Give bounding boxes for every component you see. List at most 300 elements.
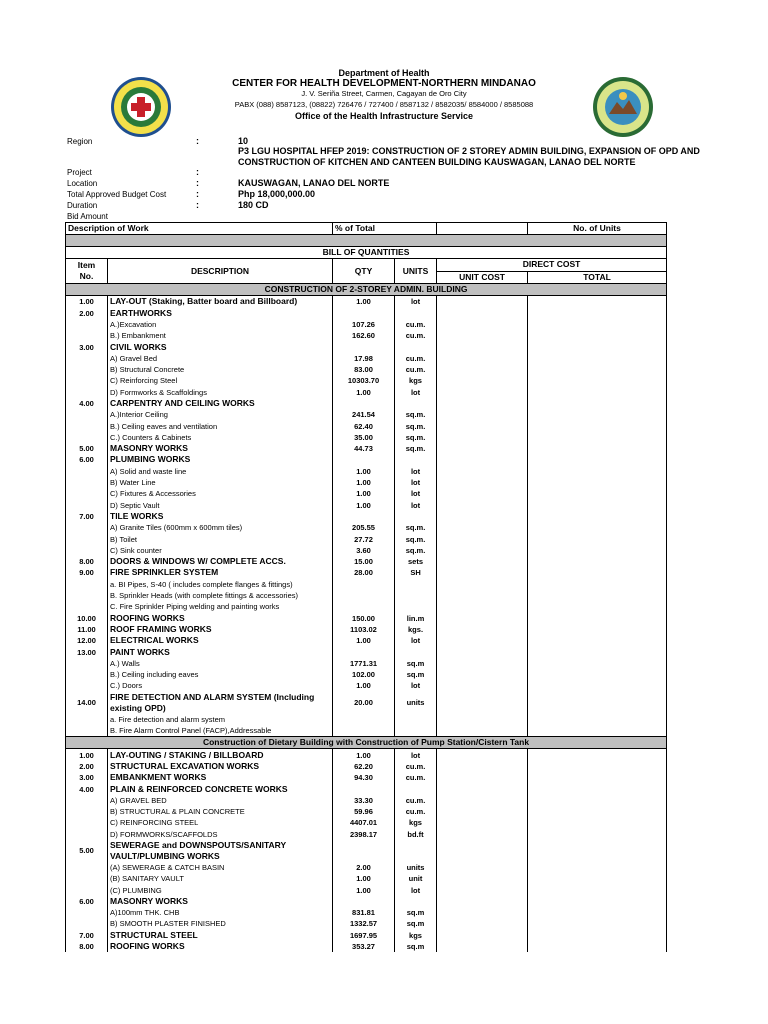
- quantity-cell: 102.00: [333, 669, 395, 680]
- unit-cost-cell: [437, 761, 528, 772]
- location-label: Location: [67, 179, 98, 188]
- section-dietary-building-title: Construction of Dietary Building with Construction of Pump Station/Cistern Tank: [66, 737, 667, 749]
- unit-cost-cell: [437, 840, 528, 862]
- total-cell: [528, 613, 667, 624]
- description-cell: EMBANKMENT WORKS: [108, 772, 333, 783]
- description-cell: A) Solid and waste line: [108, 466, 333, 477]
- unit-cell: lot: [395, 680, 437, 691]
- unit-cell: lot: [395, 387, 437, 398]
- item-number-cell: 10.00: [66, 613, 108, 624]
- unit-cell: [395, 601, 437, 612]
- unit-cell: kgs: [395, 817, 437, 828]
- table-row: [66, 432, 667, 443]
- description-cell: MASONRY WORKS: [108, 896, 333, 907]
- unit-cost-cell: [437, 296, 528, 308]
- unit-cell: units: [395, 862, 437, 873]
- description-cell: A) Granite Tiles (600mm x 600mm tiles): [108, 522, 333, 533]
- unit-cost-cell: [437, 341, 528, 352]
- unit-cost-cell: [437, 646, 528, 657]
- unit-cell: sq.m.: [395, 432, 437, 443]
- unit-cell: [395, 714, 437, 725]
- unit-cell: cu.m.: [395, 761, 437, 772]
- unit-cost-cell: [437, 714, 528, 725]
- table-row: [66, 522, 667, 533]
- unit-cost-cell: [437, 817, 528, 828]
- item-number-cell: [66, 375, 108, 386]
- center-title: CENTER FOR HEALTH DEVELOPMENT-NORTHERN MINDANAO: [232, 78, 536, 89]
- item-number-cell: [66, 884, 108, 895]
- unit-cell: kgs.: [395, 624, 437, 635]
- table-row: [66, 646, 667, 657]
- item-number-cell: [66, 500, 108, 511]
- description-cell: B.) Ceiling including eaves: [108, 669, 333, 680]
- item-number-cell: [66, 466, 108, 477]
- item-number-cell: 9.00: [66, 567, 108, 578]
- table-row: [66, 749, 667, 761]
- quantity-cell: 241.54: [333, 409, 395, 420]
- item-number-cell: 6.00: [66, 896, 108, 907]
- unit-cell: sq.m.: [395, 533, 437, 544]
- item-number-cell: [66, 658, 108, 669]
- table-row: [66, 714, 667, 725]
- unit-cell: kgs: [395, 930, 437, 941]
- table-row: [66, 488, 667, 499]
- quantity-cell: 28.00: [333, 567, 395, 578]
- unit-cost-cell: [437, 443, 528, 454]
- table-row: [66, 601, 667, 612]
- description-cell: D) Septic Vault: [108, 500, 333, 511]
- col-no-header: No.: [66, 271, 108, 283]
- item-number-cell: 13.00: [66, 646, 108, 657]
- unit-cell: [395, 398, 437, 409]
- total-cell: [528, 749, 667, 761]
- unit-cell: lot: [395, 884, 437, 895]
- description-cell: A) GRAVEL BED: [108, 795, 333, 806]
- quantity-cell: 205.55: [333, 522, 395, 533]
- bid-amount-label: Bid Amount: [67, 212, 108, 221]
- unit-cell: [395, 783, 437, 794]
- quantity-cell: [333, 341, 395, 352]
- col-unit-cost-header: UNIT COST: [437, 271, 528, 283]
- table-row: [66, 454, 667, 465]
- total-cell: [528, 624, 667, 635]
- total-cell: [528, 680, 667, 691]
- description-cell: A) Gravel Bed: [108, 353, 333, 364]
- col-direct-cost-header: DIRECT COST: [437, 259, 667, 271]
- item-number-cell: 14.00: [66, 692, 108, 714]
- unit-cell: [395, 579, 437, 590]
- description-cell: LAY-OUT (Staking, Batter board and Billboard): [108, 296, 333, 308]
- unit-cell: cu.m.: [395, 319, 437, 330]
- unit-cost-cell: [437, 806, 528, 817]
- address-text: J. V. Seriña Street, Carmen, Cagayan de Oro City: [301, 89, 467, 98]
- description-cell: C) Sink counter: [108, 545, 333, 556]
- description-line-2: VAULT/PLUMBING WORKS: [110, 850, 220, 861]
- description-line-2: existing OPD): [110, 702, 166, 713]
- description-cell: A.)Interior Ceiling: [108, 409, 333, 420]
- quantity-cell: 1.00: [333, 680, 395, 691]
- unit-cell: [395, 725, 437, 737]
- total-cell: [528, 330, 667, 341]
- table-row: [66, 795, 667, 806]
- item-number-cell: 4.00: [66, 398, 108, 409]
- project-label: Project: [67, 168, 92, 177]
- total-cell: [528, 353, 667, 364]
- description-cell: B) Toilet: [108, 533, 333, 544]
- total-cell: [528, 477, 667, 488]
- total-cell: [528, 420, 667, 431]
- unit-cell: sets: [395, 556, 437, 567]
- description-cell: CARPENTRY AND CEILING WORKS: [108, 398, 333, 409]
- table-row: [66, 500, 667, 511]
- table-row: [66, 829, 667, 840]
- item-number-cell: 2.00: [66, 307, 108, 318]
- item-number-cell: [66, 545, 108, 556]
- duration-value: 180 CD: [238, 200, 269, 210]
- table-row: [66, 466, 667, 477]
- unit-cost-cell: [437, 567, 528, 578]
- unit-cost-cell: [437, 680, 528, 691]
- description-cell: C.) Counters & Cabinets: [108, 432, 333, 443]
- total-cell: [528, 601, 667, 612]
- total-cell: [528, 466, 667, 477]
- item-number-cell: [66, 725, 108, 737]
- col-qty-header: QTY: [333, 259, 395, 284]
- total-cell: [528, 341, 667, 352]
- item-number-cell: [66, 806, 108, 817]
- item-number-cell: [66, 477, 108, 488]
- total-cell: [528, 635, 667, 646]
- unit-cost-cell: [437, 454, 528, 465]
- no-of-units-header: No. of Units: [528, 223, 667, 235]
- description-cell: B) SMOOTH PLASTER FINISHED: [108, 918, 333, 929]
- description-cell: ROOF FRAMING WORKS: [108, 624, 333, 635]
- quantity-cell: 15.00: [333, 556, 395, 567]
- colon: :: [196, 189, 199, 199]
- unit-cost-cell: [437, 669, 528, 680]
- unit-cost-cell: [437, 375, 528, 386]
- unit-cell: sq.m: [395, 669, 437, 680]
- total-cell: [528, 364, 667, 375]
- description-cell: PLAIN & REINFORCED CONCRETE WORKS: [108, 783, 333, 794]
- item-number-cell: [66, 817, 108, 828]
- unit-cost-cell: [437, 601, 528, 612]
- description-cell: LAY-OUTING / STAKING / BILLBOARD: [108, 749, 333, 761]
- description-cell: TILE WORKS: [108, 511, 333, 522]
- col-item-header: Item: [66, 259, 108, 271]
- bill-of-quantities-table: [65, 222, 667, 952]
- total-cell: [528, 840, 667, 862]
- quantity-cell: [333, 307, 395, 318]
- description-line-1: FIRE DETECTION AND ALARM SYSTEM (Including: [110, 691, 315, 702]
- unit-cost-cell: [437, 579, 528, 590]
- unit-cell: units: [395, 692, 437, 714]
- description-cell: B.) Ceiling eaves and ventilation: [108, 420, 333, 431]
- item-number-cell: 3.00: [66, 772, 108, 783]
- description-cell: PAINT WORKS: [108, 646, 333, 657]
- department-title: Department of Health: [338, 68, 430, 78]
- description-cell: MASONRY WORKS: [108, 443, 333, 454]
- total-cell: [528, 817, 667, 828]
- unit-cell: cu.m.: [395, 806, 437, 817]
- table-row: [66, 353, 667, 364]
- quantity-cell: 1697.95: [333, 930, 395, 941]
- description-cell: C) Fixtures & Accessories: [108, 488, 333, 499]
- colon: :: [196, 167, 199, 177]
- description-cell: [108, 840, 333, 862]
- quantity-cell: 1.00: [333, 387, 395, 398]
- colon: :: [196, 178, 199, 188]
- unit-cell: [395, 896, 437, 907]
- unit-cell: sq.m.: [395, 522, 437, 533]
- item-number-cell: [66, 353, 108, 364]
- office-title: Office of the Health Infrastructure Service: [294, 111, 474, 121]
- quantity-cell: 62.40: [333, 420, 395, 431]
- unit-cost-cell: [437, 907, 528, 918]
- quantity-cell: [333, 840, 395, 862]
- quantity-cell: 94.30: [333, 772, 395, 783]
- table-row: [66, 918, 667, 929]
- total-cell: [528, 862, 667, 873]
- total-cell: [528, 873, 667, 884]
- quantity-cell: [333, 646, 395, 657]
- section-admin-building: [66, 283, 667, 295]
- quantity-cell: 1.00: [333, 635, 395, 646]
- quantity-cell: 1.00: [333, 466, 395, 477]
- table-row: [66, 330, 667, 341]
- unit-cost-cell: [437, 873, 528, 884]
- unit-cell: bd.ft: [395, 829, 437, 840]
- description-cell: A.) Walls: [108, 658, 333, 669]
- region-label: Region: [67, 137, 93, 146]
- table-row: [66, 545, 667, 556]
- location-value: KAUSWAGAN, LANAO DEL NORTE: [238, 178, 390, 188]
- item-number-cell: [66, 862, 108, 873]
- unit-cost-cell: [437, 387, 528, 398]
- table-row: [66, 409, 667, 420]
- total-cell: [528, 930, 667, 941]
- total-cell: [528, 692, 667, 714]
- unit-cost-cell: [437, 500, 528, 511]
- total-cell: [528, 918, 667, 929]
- item-number-cell: 5.00: [66, 443, 108, 454]
- unit-cost-cell: [437, 319, 528, 330]
- total-cell: [528, 454, 667, 465]
- unit-cell: [395, 840, 437, 862]
- unit-cell: lin.m: [395, 613, 437, 624]
- total-cell: [528, 783, 667, 794]
- table-row: [66, 319, 667, 330]
- budget-label: Total Approved Budget Cost: [67, 190, 167, 199]
- table-row: [66, 341, 667, 352]
- quantity-cell: 1103.02: [333, 624, 395, 635]
- unit-cost-cell: [437, 420, 528, 431]
- table-row: [66, 840, 667, 862]
- table-row: [66, 896, 667, 907]
- item-number-cell: 4.00: [66, 783, 108, 794]
- unit-cost-cell: [437, 488, 528, 499]
- quantity-cell: 4407.01: [333, 817, 395, 828]
- quantity-cell: 1.00: [333, 749, 395, 761]
- total-cell: [528, 296, 667, 308]
- quantity-cell: 1.00: [333, 488, 395, 499]
- item-number-cell: 1.00: [66, 296, 108, 308]
- item-number-cell: [66, 387, 108, 398]
- unit-cell: kgs: [395, 375, 437, 386]
- unit-cell: [395, 646, 437, 657]
- unit-cost-cell: [437, 725, 528, 737]
- item-number-cell: [66, 829, 108, 840]
- item-number-cell: 7.00: [66, 930, 108, 941]
- quantity-cell: 1.00: [333, 477, 395, 488]
- total-cell: [528, 669, 667, 680]
- description-cell: ROOFING WORKS: [108, 613, 333, 624]
- item-number-cell: 8.00: [66, 556, 108, 567]
- unit-cost-cell: [437, 783, 528, 794]
- item-number-cell: [66, 409, 108, 420]
- unit-cost-cell: [437, 364, 528, 375]
- total-cell: [528, 533, 667, 544]
- unit-cell: cu.m.: [395, 330, 437, 341]
- unit-cost-cell: [437, 556, 528, 567]
- item-number-cell: [66, 590, 108, 601]
- description-line-1: SEWERAGE and DOWNSPOUTS/SANITARY: [110, 839, 287, 850]
- table-row: [66, 862, 667, 873]
- total-cell: [528, 398, 667, 409]
- item-number-cell: 12.00: [66, 635, 108, 646]
- quantity-cell: 20.00: [333, 692, 395, 714]
- unit-cell: unit: [395, 873, 437, 884]
- col-units-header: UNITS: [395, 259, 437, 284]
- unit-cell: sq.m: [395, 918, 437, 929]
- quantity-cell: 1.00: [333, 884, 395, 895]
- unit-cell: cu.m.: [395, 364, 437, 375]
- description-cell: D) FORMWORKS/SCAFFOLDS: [108, 829, 333, 840]
- description-cell: A.)Excavation: [108, 319, 333, 330]
- unit-cell: cu.m.: [395, 772, 437, 783]
- quantity-cell: 831.81: [333, 907, 395, 918]
- description-cell: D) Formworks & Scaffoldings: [108, 387, 333, 398]
- unit-cost-cell: [437, 533, 528, 544]
- region-value: 10: [238, 136, 249, 146]
- unit-cost-cell: [437, 466, 528, 477]
- unit-cell: cu.m.: [395, 353, 437, 364]
- unit-cost-cell: [437, 884, 528, 895]
- quantity-cell: [333, 725, 395, 737]
- table-row: [66, 477, 667, 488]
- item-number-cell: [66, 420, 108, 431]
- unit-cost-cell: [437, 829, 528, 840]
- table-row: [66, 624, 667, 635]
- unit-cell: sq.m.: [395, 409, 437, 420]
- unit-cost-cell: [437, 896, 528, 907]
- table-row: [66, 579, 667, 590]
- total-cell: [528, 795, 667, 806]
- description-cell: B. Sprinkler Heads (with complete fittings & accessories): [108, 590, 333, 601]
- description-cell: C. Fire Sprinkler Piping welding and painting works: [108, 601, 333, 612]
- total-cell: [528, 556, 667, 567]
- description-cell: (B) SANITARY VAULT: [108, 873, 333, 884]
- quantity-cell: 2.00: [333, 862, 395, 873]
- total-cell: [528, 488, 667, 499]
- item-number-cell: [66, 680, 108, 691]
- quantity-cell: 353.27: [333, 941, 395, 952]
- total-cell: [528, 443, 667, 454]
- description-cell: ROOFING WORKS: [108, 941, 333, 952]
- quantity-cell: [333, 511, 395, 522]
- table-row: [66, 635, 667, 646]
- item-number-cell: 8.00: [66, 941, 108, 952]
- unit-cell: lot: [395, 635, 437, 646]
- colon: :: [196, 200, 199, 210]
- unit-cell: sq.m: [395, 941, 437, 952]
- gray-separator-row: [66, 235, 667, 247]
- unit-cell: lot: [395, 466, 437, 477]
- description-cell: C) REINFORCING STEEL: [108, 817, 333, 828]
- unit-cost-cell: [437, 590, 528, 601]
- table-row: [66, 296, 667, 308]
- total-cell: [528, 714, 667, 725]
- description-cell: B) STRUCTURAL & PLAIN CONCRETE: [108, 806, 333, 817]
- unit-cost-cell: [437, 432, 528, 443]
- item-number-cell: [66, 714, 108, 725]
- unit-cell: sq.m.: [395, 420, 437, 431]
- description-cell: C.) Doors: [108, 680, 333, 691]
- unit-cost-cell: [437, 307, 528, 318]
- table-row: [66, 884, 667, 895]
- description-cell: ELECTRICAL WORKS: [108, 635, 333, 646]
- total-cell: [528, 907, 667, 918]
- total-cell: [528, 941, 667, 952]
- description-cell: A)100mm THK. CHB: [108, 907, 333, 918]
- item-number-cell: 5.00: [66, 840, 108, 862]
- total-cell: [528, 375, 667, 386]
- description-cell: B) Water Line: [108, 477, 333, 488]
- quantity-cell: 1771.31: [333, 658, 395, 669]
- total-cell: [528, 658, 667, 669]
- table-row: [66, 873, 667, 884]
- unit-cost-cell: [437, 795, 528, 806]
- table-row: [66, 533, 667, 544]
- item-number-cell: 3.00: [66, 341, 108, 352]
- description-cell: a. Fire detection and alarm system: [108, 714, 333, 725]
- item-number-cell: [66, 533, 108, 544]
- item-number-cell: [66, 918, 108, 929]
- unit-cell: sq.m.: [395, 443, 437, 454]
- description-cell: DOORS & WINDOWS W/ COMPLETE ACCS.: [108, 556, 333, 567]
- total-cell: [528, 432, 667, 443]
- table-row: [66, 443, 667, 454]
- total-cell: [528, 579, 667, 590]
- project-title-line1: P3 LGU HOSPITAL HFEP 2019: CONSTRUCTION OF 2 STOREY ADMIN BUILDING, EXPANSION OF OPD AND: [238, 146, 700, 156]
- unit-cost-cell: [437, 330, 528, 341]
- unit-cell: cu.m.: [395, 795, 437, 806]
- description-cell: B) Structural Concrete: [108, 364, 333, 375]
- unit-cost-cell: [437, 930, 528, 941]
- percent-of-total-header: % of Total: [333, 223, 437, 235]
- total-cell: [528, 319, 667, 330]
- table-row: [66, 817, 667, 828]
- unit-cell: sq.m: [395, 658, 437, 669]
- quantity-cell: 107.26: [333, 319, 395, 330]
- unit-cost-cell: [437, 477, 528, 488]
- quantity-cell: 2398.17: [333, 829, 395, 840]
- unit-cell: [395, 454, 437, 465]
- quantity-cell: 83.00: [333, 364, 395, 375]
- quantity-cell: [333, 783, 395, 794]
- quantity-cell: 1332.57: [333, 918, 395, 929]
- unit-cost-cell: [437, 862, 528, 873]
